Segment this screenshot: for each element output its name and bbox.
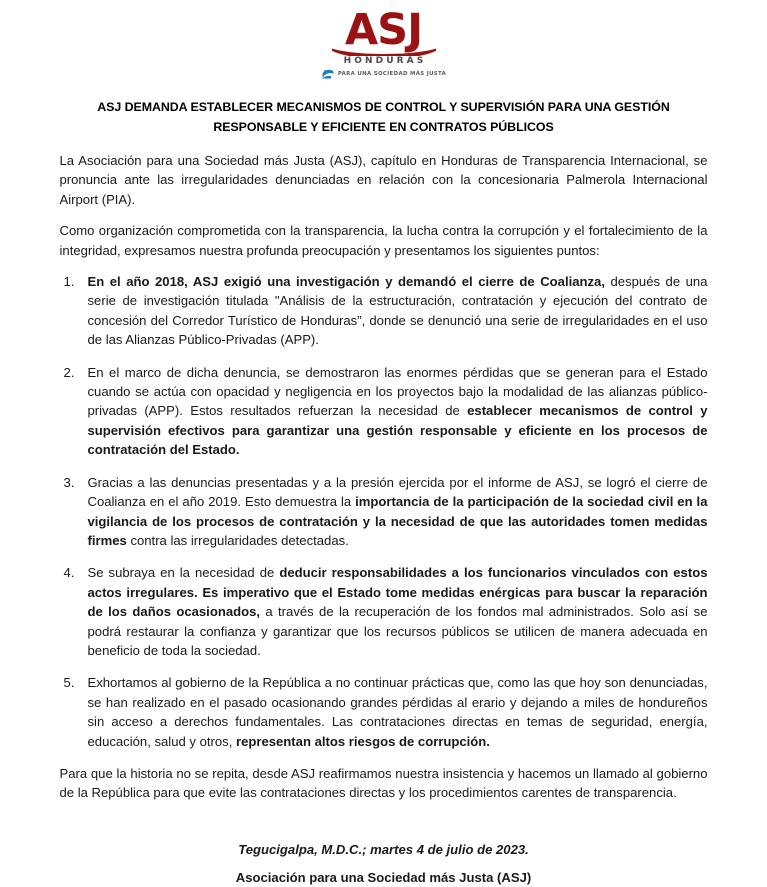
body-text: Se subraya en la necesidad de bbox=[87, 565, 280, 581]
list-item bbox=[60, 673, 708, 751]
emphasis-text: deducir responsabilidades a los funcionarios vinculados con estos actos irregulares. Es imperativo que el Estado tome medidas enérgicas para buscar la reparación de los daños ocasionados, bbox=[87, 565, 708, 620]
emphasis-text: representan altos riesgos de corrupción. bbox=[235, 733, 490, 749]
list-item bbox=[60, 473, 708, 551]
body-text: Gracias a las denuncias presentadas y a la presión ejercida por el informe de ASJ, se logró el cierre de Coalianza en el año 2019. Esto demuestra la bbox=[87, 474, 708, 510]
emphasis-text: En el año 2018, ASJ exigió una investigación y demandó el cierre de Coalianza, bbox=[87, 274, 605, 290]
list-item bbox=[60, 363, 708, 460]
emphasis-text: importancia de la participación de la sociedad civil en la vigilancia de los procesos de contratación y la necesidad de que las autoridades tomen medidas firmes bbox=[87, 494, 708, 548]
logo-tagline-row bbox=[321, 68, 446, 80]
body-text: En el marco de dicha denuncia, se demostraron las enormes pérdidas que se generan para el Estado cuando se actúa con opacidad y negligencia en los proyectos bajo la modalidad de las alianzas público-privadas (APP). Estos resultados refuerzan la necesidad de bbox=[87, 364, 708, 419]
body-text: a través de la recuperación de los fondos mal administrados. Solo así se podrá restaurar la confianza y garantizar que los recursos públicos se utilicen de manera adecuada en beneficio de toda la sociedad. bbox=[87, 604, 708, 658]
points-list bbox=[60, 272, 708, 751]
document-title: ASJ DEMANDA ESTABLECER MECANISMOS DE CONTROL Y SUPERVISIÓN PARA UNA GESTIÓN RESPONSABLE Y EFICIENTE EN CONTRATOS PÚBLICOS bbox=[97, 100, 670, 134]
intro-paragraph-1: La Asociación para una Sociedad más Justa (ASJ), capítulo en Honduras de Transparencia Internacional, se pronuncia ante las irregularidades denunciadas en relación con la concesionaria Palmerola Internacional Airport (PIA). bbox=[59, 153, 708, 207]
list-item bbox=[60, 272, 708, 350]
body-text: Exhortamos al gobierno de la República a no continuar prácticas que, como las que hoy son denunciadas, se han realizado en el pasado ocasionando grandes pérdidas al erario y dejando a miles de hondureños sin acceso a derechos fundamentales. Las contrataciones directas en temas de seguridad, energía, educación, salud y otros, bbox=[87, 675, 708, 749]
intro-paragraph-2: Como organización comprometida con la transparencia, la lucha contra la corrupción y el fortalecimiento de la integridad, expresamos nuestra profunda preocupación y presentamos los siguientes puntos: bbox=[59, 223, 708, 258]
asj-people-icon bbox=[321, 68, 335, 80]
logo-country-text: HONDURAS bbox=[343, 56, 427, 66]
signature-block bbox=[0, 840, 767, 887]
body-text: después de una serie de investigación titulada "Análisis de la estructuración, contratación y ejecución del contrato de concesión del Corredor Turístico de Honduras”, donde se denunció una serie de irregularidades en el uso de las Alianzas Público-Privadas (APP). bbox=[87, 274, 708, 348]
body-text: contra las irregularidades detectadas. bbox=[126, 532, 349, 548]
signature-organization: Asociación para una Sociedad más Justa (ASJ) bbox=[235, 869, 532, 885]
logo-tagline-text: PARA UNA SOCIEDAD MÁS JUSTA bbox=[337, 71, 447, 77]
signature-date: Tegucigalpa, M.D.C.; martes 4 de julio de 2023. bbox=[238, 841, 529, 857]
emphasis-text: establecer mecanismos de control y supervisión efectivos para garantizar una gestión responsable y eficiente en los procesos de contratación del Estado. bbox=[87, 403, 708, 458]
list-item bbox=[60, 563, 708, 660]
closing-paragraph: Para que la historia no se repita, desde ASJ reafirmamos nuestra insistencia y hacemos un llamado al gobierno de la República para que evite las contrataciones directas y los procedimientos carentes de transparencia. bbox=[59, 765, 708, 801]
logo-wordmark-text: ASJ bbox=[344, 5, 423, 55]
asj-logo bbox=[0, 0, 767, 80]
document-body bbox=[60, 137, 708, 803]
